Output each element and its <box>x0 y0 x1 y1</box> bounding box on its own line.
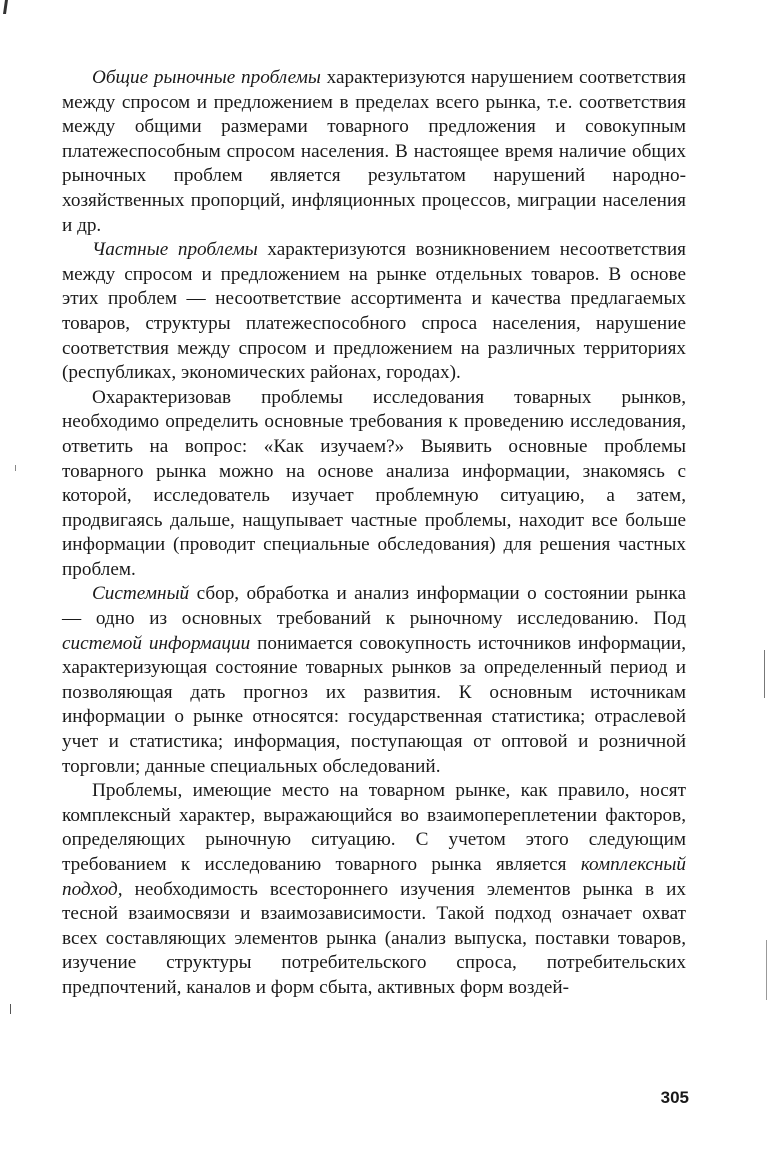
paragraph-text: необходимость всестороннего изучения элементов рынка в их тесной взаимосвязи и взаимозависимости. Такой подход означает охват всех составляющих элементов рынка (анализ выпуска, поставки товаров, изучение структуры потребительского спроса, потребительских предпочтений, каналов и форм сбыта, активных форм воздей- <box>62 878 686 998</box>
paragraph-text: понимается совокупность источников информации, характеризующая состояние товарных рынков за определенный период и позволяющая дать прогноз их развития. К основным источникам информации о рынке относятся: государственная статистика; отраслевой учет и статистика; информация, поступающая от оптовой и розничной торговли; данные специальных обследований. <box>62 632 686 777</box>
paragraph-general-problems <box>62 66 686 238</box>
scan-artifact-mark <box>15 465 16 471</box>
body-text <box>62 66 686 1001</box>
term-particular-problems: Частные проблемы <box>92 239 258 261</box>
paragraph-particular-problems <box>62 238 686 386</box>
scan-artifact-mark <box>10 1004 11 1014</box>
term-systematic: Системный <box>92 583 190 605</box>
term-complex-approach: комплексный подход, <box>62 854 686 900</box>
paragraph-systematic-info <box>62 582 686 779</box>
paragraph-text: характеризуются нарушением соответствия между спросом и предложением в пределах всего рынка, т.е. соответствия между общими размерами товарного предложения и совокупным платежеспособным спросом населения. В настоящее время наличие общих рыночных проблем является результатом нарушений народно-хозяйственных пропорций, инфляционных процессов, миграции населения и др. <box>62 67 687 236</box>
paragraph-text: Проблемы, имеющие место на товарном рынке, как правило, носят комплексный характер, выражающийся во взаимопереплетении факторов, определяющих рыночную ситуацию. С учетом этого следующим требованием к исследованию товарного рынка является <box>62 780 686 875</box>
paragraph-complex-approach <box>62 779 686 1000</box>
page-number: 305 <box>660 1088 689 1107</box>
scan-artifact-mark <box>3 0 8 14</box>
paragraph-research-requirements <box>62 386 686 583</box>
term-general-market-problems: Общие рыночные проблемы <box>92 67 321 88</box>
scan-artifact-mark <box>764 650 765 698</box>
paragraph-text: Охарактеризовав проблемы исследования товарных рынков, необходимо определить основные требования к проведению исследования, ответить на вопрос: «Как изучаем?» Выявить основные проблемы товарного рынка можно на основе анализа информации, знакомясь с которой, исследователь изучает проблемную ситуацию, а затем, продвигаясь дальше, нащупывает частные проблемы, находит все больше информации (проводит специальные обследования) для решения частных проблем. <box>62 386 686 580</box>
paragraph-text: характеризуются возникновением несоответствия между спросом и предложением на рынке отдельных товаров. В основе этих проблем — несоответствие ассортимента и качества предлагаемых товаров, структуры платежеспособного спроса населения, нарушение соответствия между спросом и предложением на различных территориях (республиках, экономических районах, городах). <box>62 239 686 384</box>
paragraph-text: сбор, обработка и анализ информации о состоянии рынка — одно из основных требований к рыночному исследованию. Под <box>62 583 686 630</box>
scan-artifact-mark <box>766 940 767 1000</box>
term-information-system: системой информации <box>62 632 251 654</box>
